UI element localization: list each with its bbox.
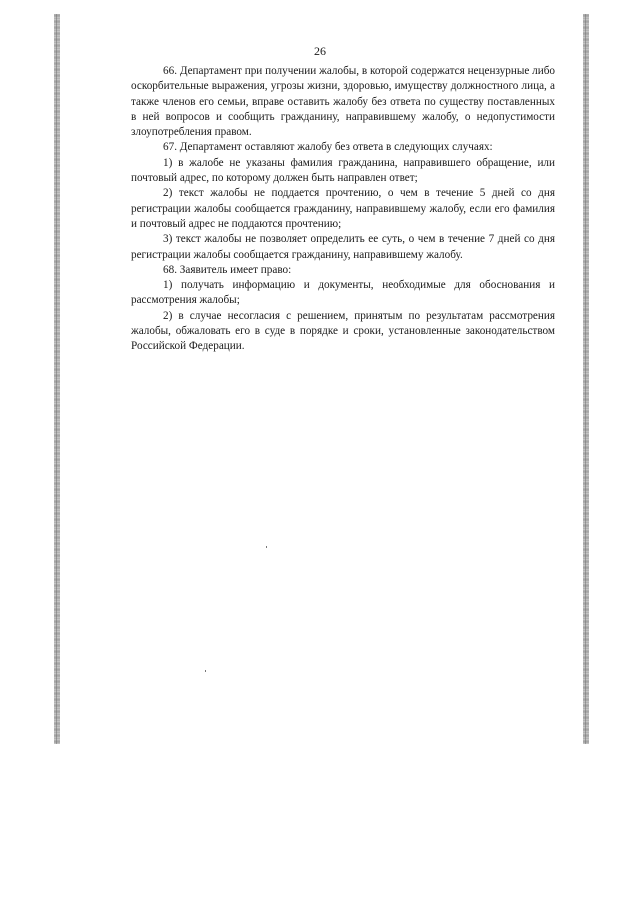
paragraph-67: 67. Департамент оставляют жалобу без ответа в следующих случаях: xyxy=(163,141,493,154)
scan-speck xyxy=(205,670,206,672)
scan-edge-left xyxy=(54,14,60,744)
paragraph-67-item-2: 2) текст жалобы не поддается прочтению, о чем в течение 5 дней со дня регистрации жалобы сообщается гражданину, направившему жалобу, если его фамилия и почтовый адрес не поддаются прочтению; xyxy=(131,187,555,230)
paragraph-66: 66. Департамент при получении жалобы, в которой содержатся нецензурные либо оскорбительные выражения, угрозы жизни, здоровью, имуществу должностного лица, а также членов его семьи, вправе оставить жалобу без ответа по существу поставленных в ней вопросов и сообщить гражданину, направившему жалобу, о недопустимости злоупотребления правом. xyxy=(131,65,555,139)
paragraph-67-item-3: 3) текст жалобы не позволяет определить ее суть, о чем в течение 7 дней со дня регистрации жалобы сообщается гражданину, направившему жалобу. xyxy=(131,233,555,261)
document-body xyxy=(131,64,555,355)
paragraph-67-item-1: 1) в жалобе не указаны фамилия гражданина, направившего обращение, или почтовый адрес, по которому должен быть направлен ответ; xyxy=(131,156,555,185)
scan-speck xyxy=(266,546,267,548)
page-number: 26 xyxy=(314,44,326,58)
paragraph-68-item-2: 2) в случае несогласия с решением, принятым по результатам рассмотрения жалобы, обжаловать его в суде в порядке и сроки, установленные законодательством Российской Федерации. xyxy=(131,309,555,353)
paragraph-68-item-1: 1) получать информацию и документы, необходимые для обоснования и рассмотрения жалобы; xyxy=(131,279,555,307)
scan-edge-right xyxy=(583,14,589,744)
paragraph-68: 68. Заявитель имеет право: xyxy=(163,263,292,276)
